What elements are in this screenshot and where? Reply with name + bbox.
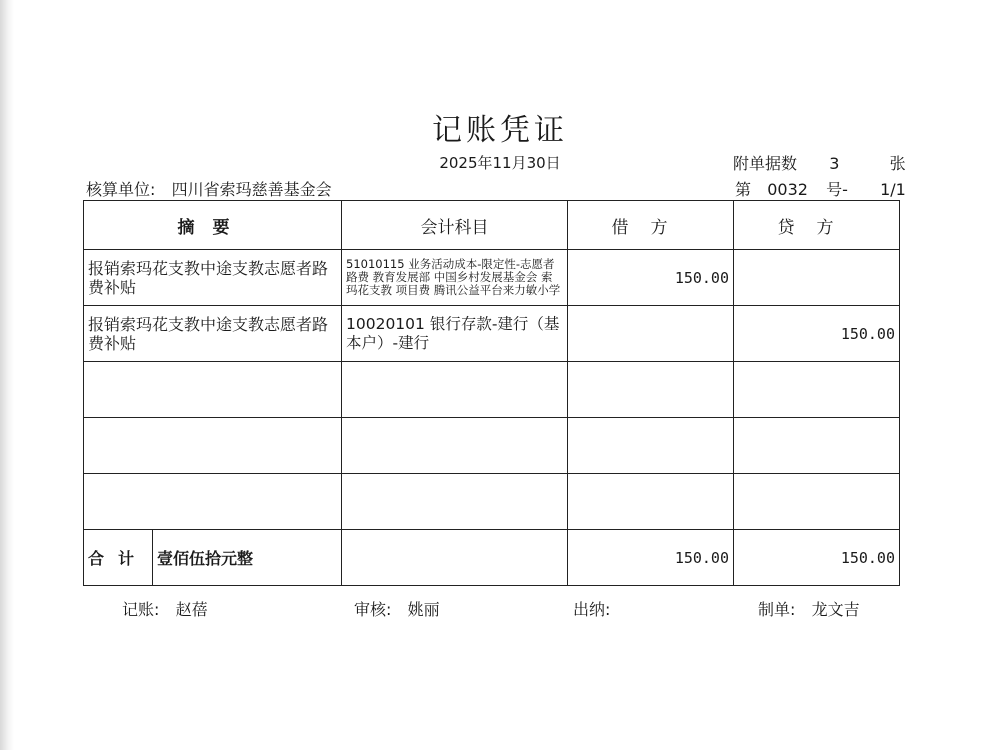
table-row xyxy=(84,306,900,362)
col-header-account: 会计科目 xyxy=(342,201,568,250)
row-account xyxy=(342,474,568,530)
preparer-name: 龙文吉 xyxy=(811,600,860,619)
table-row xyxy=(84,362,900,418)
reviewer xyxy=(354,597,440,620)
total-amount-words: 壹佰伍拾元整 xyxy=(157,549,254,568)
cashier-label: 出纳: xyxy=(573,600,611,619)
row-debit xyxy=(568,306,734,362)
row-credit xyxy=(734,418,900,474)
row-credit xyxy=(734,474,900,530)
total-summary-cell xyxy=(84,530,342,586)
row-summary: 报销索玛花支教中途支教志愿者路费补贴 xyxy=(84,250,342,306)
attachments-unit: 张 xyxy=(889,154,906,173)
voucher-suffix: 号- xyxy=(826,180,848,199)
total-credit: 150.00 xyxy=(734,530,900,586)
voucher-table xyxy=(83,200,900,586)
row-debit xyxy=(568,474,734,530)
preparer-label: 制单: xyxy=(758,600,796,619)
attachments-label: 附单据数 xyxy=(733,154,798,173)
row-summary xyxy=(84,362,342,418)
table-row xyxy=(84,418,900,474)
row-account: 51010115 业务活动成本-限定性-志愿者路费 教育发展部 中国乡村发展基金会 索玛花支教 项目费 腾讯公益平台来力敏小学 xyxy=(342,250,568,306)
voucher-number-info xyxy=(735,177,906,200)
preparer xyxy=(758,597,860,620)
row-credit: 150.00 xyxy=(734,306,900,362)
row-credit xyxy=(734,362,900,418)
table-header-row xyxy=(84,201,900,250)
row-debit xyxy=(568,362,734,418)
attachments-info xyxy=(733,151,906,174)
col-header-summary: 摘要 xyxy=(84,201,342,250)
voucher-title: 记账凭证 xyxy=(432,113,568,148)
total-row xyxy=(84,530,900,586)
reviewer-name: 姚丽 xyxy=(407,600,440,619)
total-account-cell xyxy=(342,530,568,586)
total-debit: 150.00 xyxy=(568,530,734,586)
reviewer-label: 审核: xyxy=(354,600,392,619)
col-header-debit: 借方 xyxy=(568,201,734,250)
org-name: 四川省索玛慈善基金会 xyxy=(171,180,332,199)
bookkeeper-label: 记账: xyxy=(122,600,160,619)
voucher-date: 2025年11月30日 xyxy=(439,154,561,172)
row-account: 10020101 银行存款-建行（基本户）-建行 xyxy=(342,306,568,362)
bookkeeper-name: 赵蓓 xyxy=(175,600,208,619)
org-label: 核算单位: xyxy=(86,180,156,199)
row-debit: 150.00 xyxy=(568,250,734,306)
row-summary xyxy=(84,474,342,530)
row-account xyxy=(342,362,568,418)
voucher-page: 1/1 xyxy=(880,180,906,199)
total-label: 合计 xyxy=(84,530,153,585)
attachments-count: 3 xyxy=(829,154,840,173)
table-row xyxy=(84,474,900,530)
voucher-prefix: 第 xyxy=(735,180,752,199)
row-credit xyxy=(734,250,900,306)
col-header-credit: 贷方 xyxy=(734,201,900,250)
table-row xyxy=(84,250,900,306)
row-summary xyxy=(84,418,342,474)
org-info xyxy=(86,177,332,200)
row-debit xyxy=(568,418,734,474)
cashier xyxy=(573,597,622,620)
voucher-number: 0032 xyxy=(767,180,808,199)
row-summary: 报销索玛花支教中途支教志愿者路费补贴 xyxy=(84,306,342,362)
bookkeeper xyxy=(122,597,208,620)
row-account xyxy=(342,418,568,474)
